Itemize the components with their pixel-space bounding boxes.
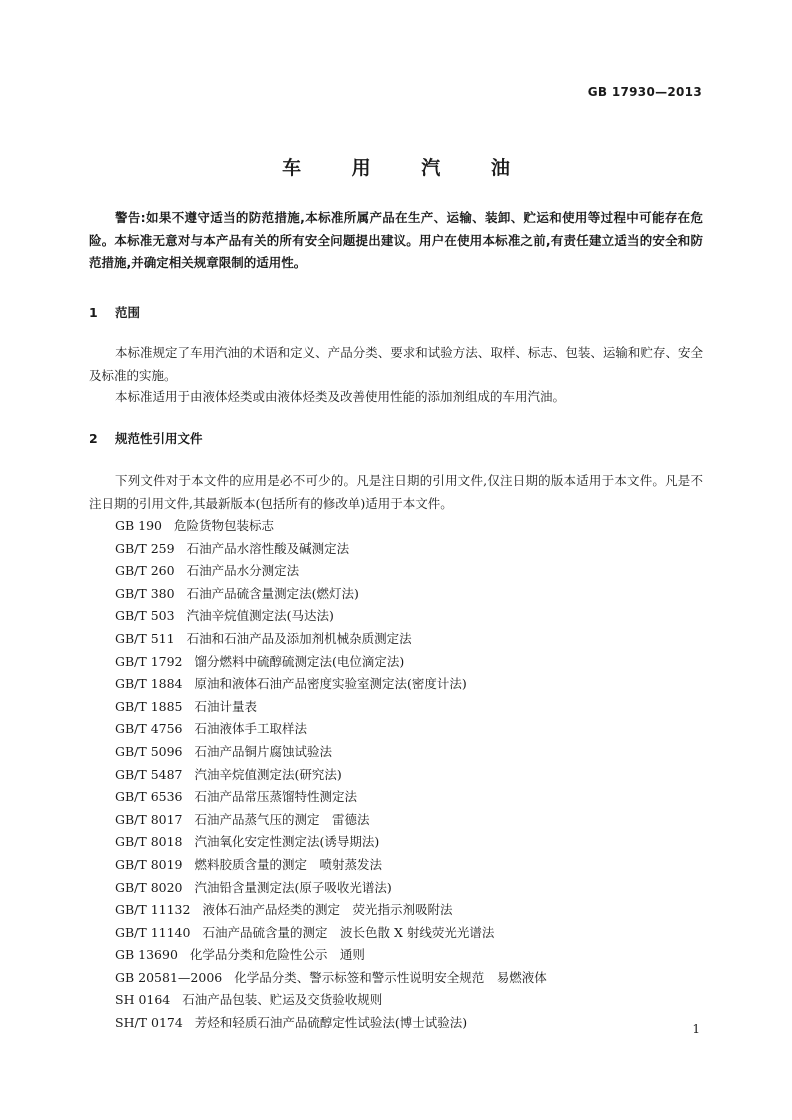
reference-item [115, 538, 547, 561]
reference-item [115, 944, 547, 967]
reference-title: 石油产品硫含量测定法(燃灯法) [186, 585, 359, 601]
reference-title: 芳烃和轻质石油产品硫醇定性试验法(博士试验法) [194, 1015, 468, 1031]
reference-code: GB/T 259 [115, 540, 175, 556]
reference-item [115, 583, 547, 606]
reference-code: GB/T 11140 [115, 924, 191, 940]
reference-item [115, 673, 547, 696]
reference-item [115, 989, 547, 1012]
reference-item [115, 764, 547, 787]
reference-title: 石油和石油产品及添加剂机械杂质测定法 [186, 630, 412, 646]
standard-code: GB 17930—2013 [587, 85, 702, 99]
document-title: 车 用 汽 油 [282, 157, 532, 179]
reference-item [115, 741, 547, 764]
section-1-heading [89, 303, 140, 321]
reference-code: GB/T 511 [115, 630, 175, 646]
reference-code: GB 190 [115, 518, 163, 533]
reference-code: SH 0164 [115, 992, 171, 1008]
reference-item [115, 831, 547, 854]
reference-item [115, 651, 547, 674]
reference-title: 化学品分类、警示标签和警示性说明安全规范 易燃液体 [234, 969, 547, 985]
reference-title: 石油计量表 [194, 698, 258, 714]
scope-paragraph-2: 本标准适用于由液体烃类或由液体烃类及改善使用性能的添加剂组成的车用汽油。 [115, 389, 566, 404]
section-1-number: 1 [89, 305, 98, 320]
section-2-number: 2 [89, 431, 98, 446]
reference-code: GB 20581—2006 [115, 969, 223, 985]
reference-title: 石油产品硫含量的测定 波长色散 X 射线荧光光谱法 [202, 924, 495, 940]
reference-item [115, 922, 547, 945]
reference-title: 汽油辛烷值测定法(研究法) [194, 766, 342, 782]
reference-title: 石油产品包装、贮运及交货验收规则 [182, 992, 383, 1008]
reference-title: 馏分燃料中硫醇硫测定法(电位滴定法) [194, 653, 405, 669]
reference-code: GB/T 6536 [115, 789, 183, 805]
reference-item [115, 628, 547, 651]
reference-code: GB/T 5096 [115, 743, 183, 759]
reference-code: GB/T 503 [115, 608, 175, 624]
reference-title: 汽油氧化安定性测定法(诱导期法) [194, 834, 380, 850]
scope-paragraph-1: 本标准规定了车用汽油的术语和定义、产品分类、要求和试验方法、取样、标志、包装、运输和贮存、安全及标准的实施。 [89, 345, 703, 383]
reference-code: SH/T 0174 [115, 1015, 183, 1031]
section-2-heading [89, 429, 203, 447]
reference-item [115, 1012, 547, 1035]
section-1-title: 范围 [115, 305, 141, 320]
reference-item [115, 605, 547, 628]
reference-code: GB/T 1792 [115, 653, 183, 669]
normative-references-list [115, 515, 547, 1035]
reference-title: 汽油辛烷值测定法(马达法) [186, 608, 334, 624]
reference-item [115, 718, 547, 741]
references-intro-paragraph: 下列文件对于本文件的应用是必不可少的。凡是注日期的引用文件,仅注日期的版本适用于本文件。凡是不注日期的引用文件,其最新版本(包括所有的修改单)适用于本文件。 [89, 473, 703, 511]
reference-item [115, 967, 547, 990]
reference-item [115, 877, 547, 900]
reference-title: 石油产品铜片腐蚀试验法 [194, 743, 333, 759]
reference-title: 石油液体手工取样法 [194, 721, 308, 737]
reference-title: 汽油铅含量测定法(原子吸收光谱法) [194, 879, 392, 895]
reference-item [115, 854, 547, 877]
reference-item [115, 809, 547, 832]
section-2-title: 规范性引用文件 [115, 431, 203, 446]
reference-code: GB 13690 [115, 947, 178, 963]
reference-item [115, 899, 547, 922]
reference-title: 原油和液体石油产品密度实验室测定法(密度计法) [194, 676, 467, 692]
reference-title: 石油产品常压蒸馏特性测定法 [194, 789, 358, 805]
reference-code: GB/T 11132 [115, 902, 191, 918]
reference-code: GB/T 1885 [115, 698, 183, 714]
reference-title: 危险货物包装标志 [174, 518, 275, 533]
reference-item [115, 786, 547, 809]
reference-code: GB/T 260 [115, 563, 175, 579]
reference-code: GB/T 8017 [115, 811, 183, 827]
reference-code: GB/T 8019 [115, 856, 183, 872]
reference-title: 石油产品水分测定法 [186, 563, 300, 579]
reference-title: 燃料胶质含量的测定 喷射蒸发法 [194, 856, 383, 872]
reference-code: GB/T 8018 [115, 834, 183, 850]
reference-code: GB/T 5487 [115, 766, 183, 782]
reference-title: 石油产品水溶性酸及碱测定法 [186, 540, 350, 556]
reference-item [115, 560, 547, 583]
page-number: 1 [692, 1022, 700, 1036]
reference-item [115, 515, 547, 538]
reference-code: GB/T 4756 [115, 721, 183, 737]
warning-paragraph: 警告:如果不遵守适当的防范措施,本标准所属产品在生产、运输、装卸、贮运和使用等过程中可能存在危险。本标准无意对与本产品有关的所有安全问题提出建议。用户在使用本标准之前,有责任建立适当的安全和防范措施,并确定相关规章限制的适用性。 [89, 210, 703, 270]
reference-item [115, 696, 547, 719]
reference-code: GB/T 380 [115, 585, 175, 601]
reference-code: GB/T 8020 [115, 879, 183, 895]
reference-title: 化学品分类和危险性公示 通则 [189, 947, 365, 963]
reference-title: 石油产品蒸气压的测定 雷德法 [194, 811, 370, 827]
reference-code: GB/T 1884 [115, 676, 183, 692]
reference-title: 液体石油产品烃类的测定 荧光指示剂吸附法 [202, 902, 453, 918]
